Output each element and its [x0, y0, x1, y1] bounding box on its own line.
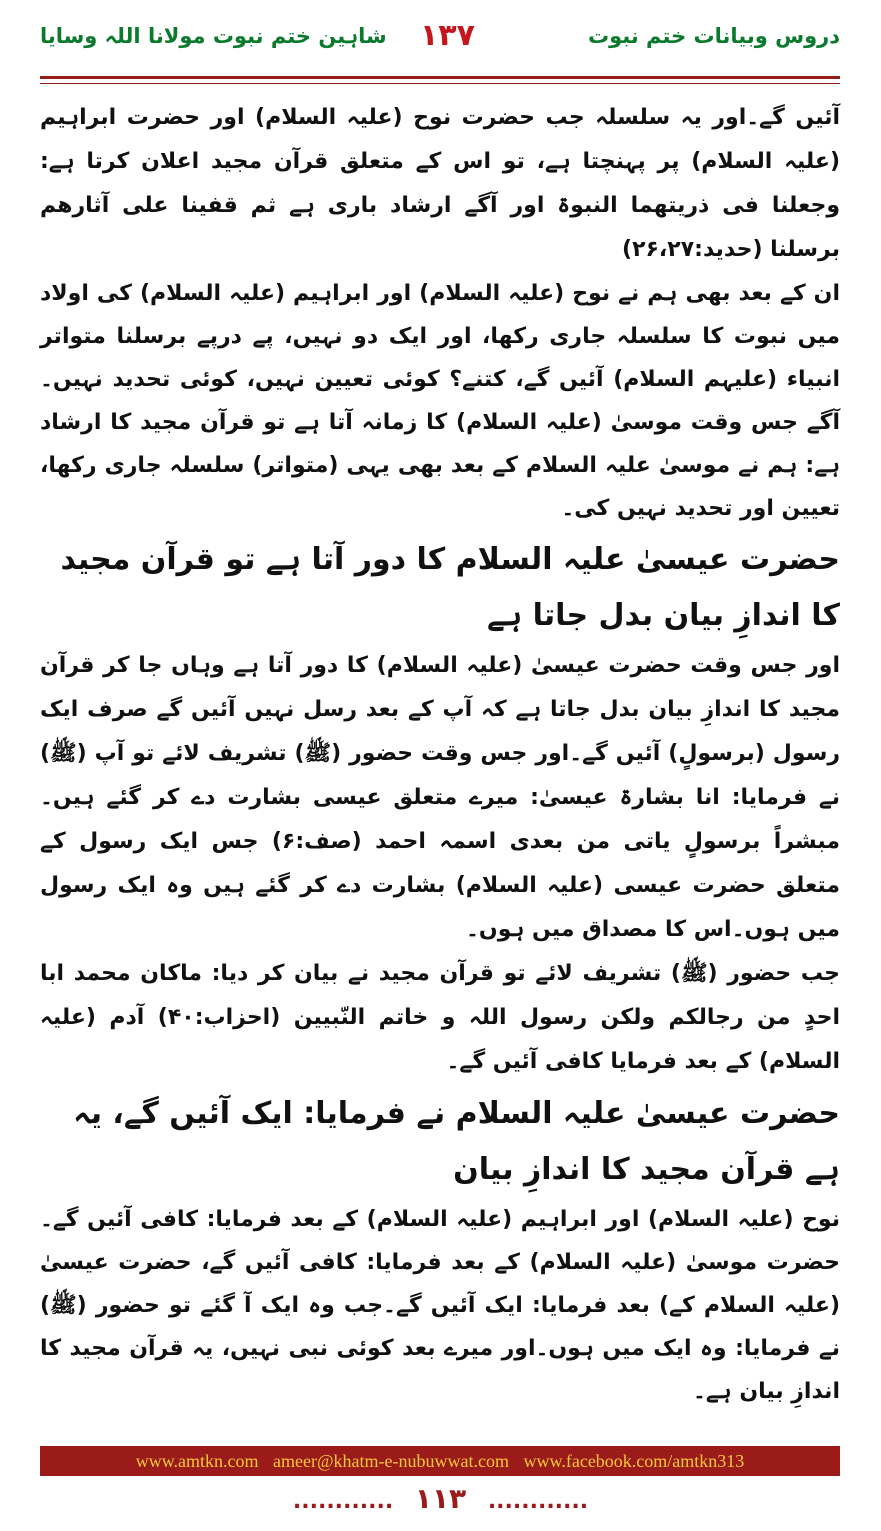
facebook-link[interactable]: www.facebook.com/amtkn313	[523, 1451, 745, 1471]
page-footer	[0, 1482, 881, 1515]
book-title: دروس وبیانات ختم نبوت	[588, 24, 840, 48]
footer-page-number: ۱۱۳	[414, 1482, 467, 1515]
header-rule-thin	[40, 83, 840, 84]
header-page-number: ۱۳۷	[420, 18, 475, 53]
website-link[interactable]: www.amtkn.com	[135, 1451, 259, 1471]
page-header	[40, 18, 840, 68]
page-body	[40, 96, 840, 1413]
header-rule	[40, 76, 840, 79]
paragraph-5: نوح (علیہ السلام) اور ابراہیم (علیہ السلام) کے بعد فرمایا: کافی آئیں گے۔حضرت موسیٰ (علیہ السلام) کے بعد فرمایا: کافی آئیں گے، حضرت عیسیٰ (علیہ السلام کے) بعد فرمایا: ایک آئیں گے۔جب وہ ایک آ گئے تو حضور (ﷺ) نے فرمایا: وہ ایک میں ہوں۔اور میرے بعد کوئی نبی نہیں، یہ قرآن مجید کا اندازِ بیان ہے۔	[40, 1207, 840, 1404]
paragraph-4: جب حضور (ﷺ) تشریف لائے تو قرآن مجید نے بیان کر دیا: ماکان محمد ابا احدٍ من رجالکم ولکن رسول اللہ و خاتم النّبیین (احزاب:۴۰) آدم (علیہ السلام) کے بعد فرمایا کافی آئیں گے۔	[40, 961, 841, 1074]
dots-right: ............	[487, 1489, 589, 1514]
paragraph-3: اور جس وقت حضرت عیسیٰ (علیہ السلام) کا دور آتا ہے وہاں جا کر قرآن مجید کا اندازِ بیان بدل جاتا ہے کہ آپ کے بعد رسل نہیں آئیں گے صرف ایک رسول (برسولٍ) آئیں گے۔اور جس وقت حضور (ﷺ) تشریف لائے تو آپ (ﷺ) نے فرمایا: انا بشارۃ عیسیٰ: میرے متعلق عیسی بشارت دے کر گئے ہیں۔مبشراً برسولٍ یاتی من بعدی اسمہ احمد (صف:۶) جس ایک رسول کے متعلق حضرت عیسی (علیہ السلام) بشارت دے کر گئے ہیں وہ ایک رسول میں ہوں۔اس کا مصداق میں ہوں۔	[40, 653, 841, 942]
paragraph-2: ان کے بعد بھی ہم نے نوح (علیہ السلام) اور ابراہیم (علیہ السلام) کی اولاد میں نبوت کا سلسلہ جاری رکھا، اور ایک دو نہیں، پے درپے برسلنا متواتر انبیاء (علیہم السلام) آئیں گے، کتنے؟ کوئی تعیین نہیں، کوئی تحدید نہیں۔آگے جس وقت موسیٰ (علیہ السلام) کا زمانہ آتا ہے تو قرآن مجید کا ارشاد ہے: ہم نے موسیٰ علیہ السلام کے بعد بھی یہی (متواتر) سلسلہ جاری رکھا، تعیین اور تحدید نہیں کی۔	[40, 281, 840, 521]
email-link[interactable]: ameer@khatm-e-nubuwwat.com	[273, 1451, 510, 1471]
author-title: شاہین ختم نبوت مولانا اللہ وسایا	[40, 24, 387, 48]
section-heading-2: حضرت عیسیٰ علیہ السلام نے فرمایا: ایک آئیں گے، یہ ہے قرآن مجید کا اندازِ بیان	[73, 1096, 840, 1187]
footer-bar	[40, 1446, 840, 1476]
paragraph-1: آئیں گے۔اور یہ سلسلہ جب حضرت نوح (علیہ السلام) اور حضرت ابراہیم (علیہ السلام) پر پہنچتا ہے، تو اس کے متعلق قرآن مجید اعلان کرتا ہے: وجعلنا فی ذریتھما النبوۃ اور آگے ارشاد باری ہے ثم قفینا علی آثارھم برسلنا (حدید:۲۶،۲۷)	[40, 105, 840, 262]
section-heading-1: حضرت عیسیٰ علیہ السلام کا دور آتا ہے تو قرآن مجید کا اندازِ بیان بدل جاتا ہے	[60, 542, 840, 633]
dots-left: ............	[292, 1489, 394, 1514]
